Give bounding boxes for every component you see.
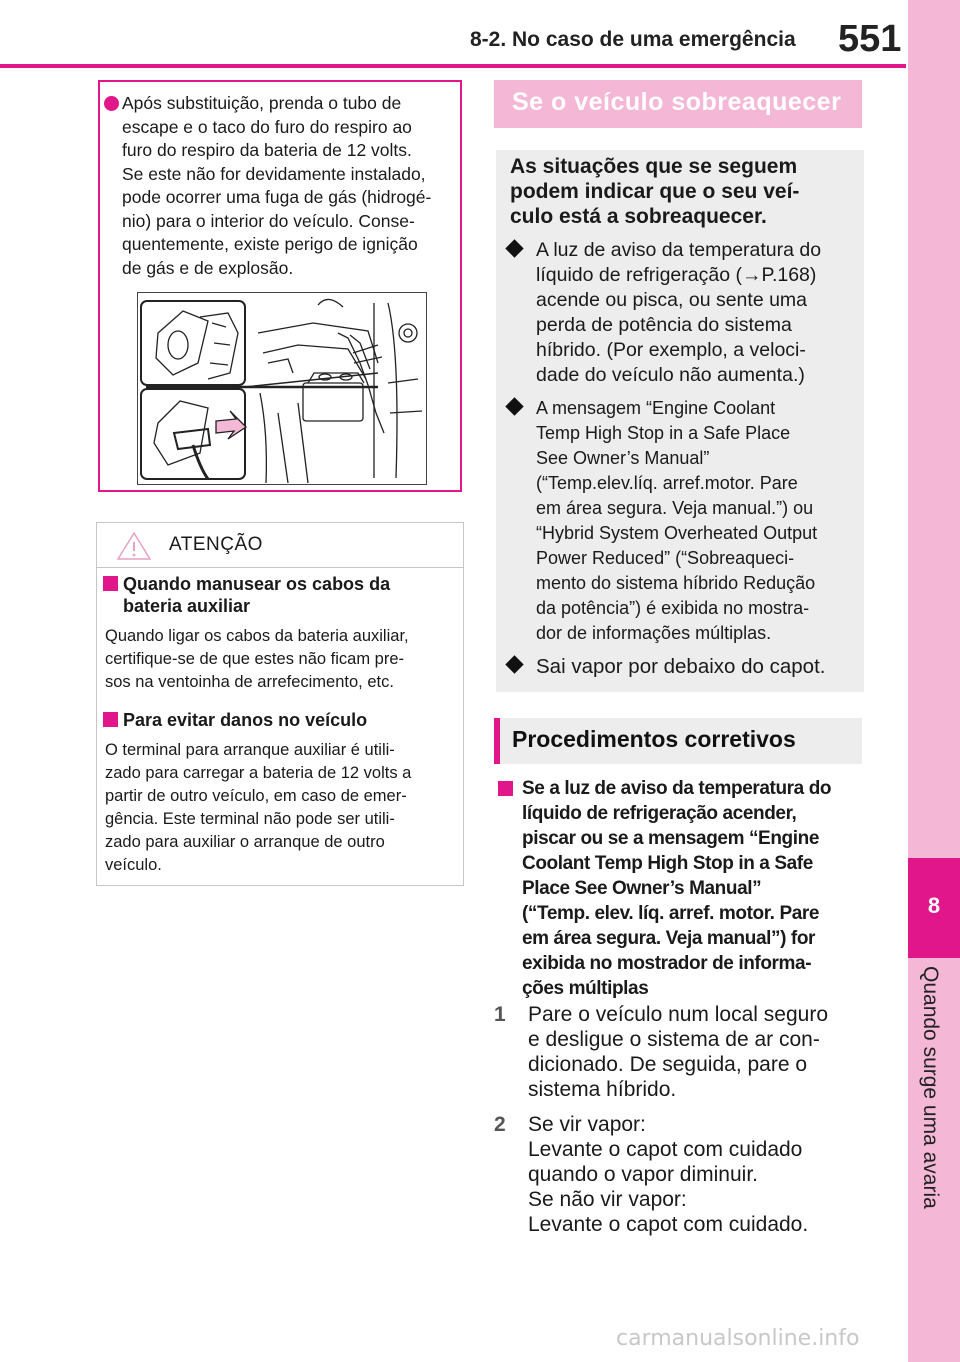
procedures-accent: [494, 718, 500, 764]
step-line: Pare o veículo num local seguro: [528, 1003, 828, 1026]
section-title-bar: [494, 80, 862, 128]
condition-line: Se a luz de aviso da temperatura do: [522, 778, 832, 799]
condition-heading: [522, 776, 862, 1001]
step-number: 1: [494, 1003, 506, 1026]
info-line: nio) para o interior do veículo. Conse-: [122, 210, 415, 231]
warning-text: [105, 739, 455, 877]
step-line: Se vir vapor:: [528, 1113, 646, 1136]
warning-triangle-icon: [115, 530, 153, 562]
warning-text-line: veículo.: [105, 856, 162, 874]
warning-subheading: [123, 573, 453, 617]
condition-line: Place See Owner’s Manual”: [522, 878, 762, 899]
symptom-line: acende ou pisca, ou sente uma: [536, 289, 808, 311]
battery-vent-illustration: [137, 292, 427, 485]
warning-subheading-line: Para evitar danos no veículo: [123, 710, 368, 730]
symptom-line: Sai vapor por debaixo do capot.: [536, 655, 826, 678]
condition-line: exibida no mostrador de informa-: [522, 953, 812, 974]
square-bullet-icon: [498, 781, 513, 796]
symptom-item: [536, 238, 856, 388]
warning-text-line: gência. Este terminal não pode ser utili-: [105, 810, 395, 828]
warning-subheading-line: bateria auxiliar: [123, 596, 251, 616]
condition-line: Coolant Temp High Stop in a Safe: [522, 853, 813, 874]
chapter-label: Quando surge uma avaria: [919, 966, 942, 1209]
symptom-line: mento do sistema híbrido Redução: [536, 573, 816, 593]
symptom-title: [510, 154, 850, 229]
warning-text-line: sos na ventoinha de arrefecimento, etc.: [105, 673, 394, 691]
warning-text-line: zado para auxiliar o arranque de outro: [105, 833, 385, 851]
symptom-line: em área segura. Veja manual.”) ou: [536, 498, 814, 518]
procedures-title: Procedimentos corretivos: [512, 726, 796, 752]
symptom-item: [536, 396, 856, 646]
bullet-dot-icon: [104, 96, 119, 111]
section-title: Se o veículo sobreaquecer: [512, 88, 842, 116]
step-line: sistema híbrido.: [528, 1078, 677, 1101]
warning-text-line: O terminal para arranque auxiliar é utili-: [105, 741, 395, 759]
info-line: de gás e de explosão.: [122, 257, 294, 278]
warning-text: [105, 625, 455, 694]
procedure-step: [494, 1002, 858, 1102]
condition-line: (“Temp. elev. líq. arref. motor. Pare: [522, 903, 820, 924]
symptom-line: Temp High Stop in a Safe Place: [536, 423, 791, 443]
step-line: Levante o capot com cuidado.: [528, 1213, 809, 1236]
info-line: pode ocorrer uma fuga de gás (hidrogé-: [122, 187, 432, 207]
symptom-line: da potência”) é exibida no mostra-: [536, 598, 810, 618]
warning-text-line: Quando ligar os cabos da bateria auxiliar,: [105, 627, 409, 645]
procedures-title-bar: [494, 718, 862, 764]
condition-line: piscar ou se a mensagem “Engine: [522, 828, 819, 849]
info-line: escape e o taco do furo do respiro ao: [122, 116, 412, 137]
step-line: Levante o capot com cuidado: [528, 1138, 803, 1161]
step-line: Se não vir vapor:: [528, 1188, 687, 1211]
symptom-line: dor de informações múltiplas.: [536, 623, 772, 643]
step-line: dicionado. De seguida, pare o: [528, 1053, 808, 1076]
square-bullet-icon: [103, 576, 118, 591]
symptom-line: (“Temp.elev.líq. arref.motor. Pare: [536, 473, 798, 493]
warning-text-line: zado para carregar a bateria de 12 volts a: [105, 764, 412, 782]
info-line: quentemente, existe perigo de ignição: [122, 234, 418, 254]
symptom-title-line: As situações que se seguem: [510, 155, 798, 178]
info-box: [98, 80, 462, 492]
warning-title: ATENÇÃO: [169, 534, 263, 555]
section-header-title: 8-2. No caso de uma emergência: [470, 28, 796, 51]
symptom-line: A mensagem “Engine Coolant: [536, 398, 776, 418]
battery-line-drawing: [138, 293, 427, 485]
condition-line: em área segura. Veja manual”) for: [522, 928, 816, 949]
info-line: Após substituição, prenda o tubo de: [122, 93, 402, 113]
warning-box: [96, 522, 464, 886]
condition-line: ções múltiplas: [522, 978, 649, 999]
warning-text-line: certifique-se de que estes não ficam pre-: [105, 650, 404, 668]
symptom-line: A luz de aviso da temperatura do: [536, 239, 822, 261]
symptom-title-line: podem indicar que o seu veí-: [510, 180, 800, 203]
step-line: e desligue o sistema de ar con-: [528, 1028, 820, 1051]
symptom-line: dade do veículo não aumenta.): [536, 364, 805, 386]
symptom-line: “Hybrid System Overheated Output: [536, 523, 818, 543]
warning-subheading-line: Quando manusear os cabos da: [123, 574, 391, 594]
symptom-item: [536, 654, 866, 679]
symptom-line: perda de potência do sistema: [536, 314, 792, 336]
symptom-title-line: culo está a sobreaquecer.: [510, 205, 767, 228]
step-line: quando o vapor diminuir.: [528, 1163, 758, 1186]
symptom-box: [496, 150, 864, 692]
warning-subheading: [123, 709, 453, 731]
condition-line: líquido de refrigeração acender,: [522, 803, 797, 824]
step-number: 2: [494, 1113, 506, 1136]
symptom-line: líquido de refrigeração (→P.168): [536, 264, 817, 286]
info-text: [122, 92, 452, 280]
symptom-line: See Owner’s Manual”: [536, 448, 710, 468]
chapter-number: 8: [927, 893, 941, 918]
header-rule: [0, 64, 906, 68]
page-number: 551: [838, 18, 902, 60]
info-line: Se este não for devidamente instalado,: [122, 163, 426, 184]
warning-header: [97, 523, 463, 568]
watermark: carmanualsonline.info: [616, 1326, 860, 1351]
info-line: furo do respiro da bateria de 12 volts.: [122, 140, 412, 160]
warning-text-line: partir de outro veículo, em caso de emer-: [105, 787, 407, 805]
procedure-step: [494, 1112, 858, 1237]
square-bullet-icon: [103, 712, 118, 727]
symptom-line: Power Reduced” (“Sobreaqueci-: [536, 548, 795, 568]
symptom-line: híbrido. (Por exemplo, a veloci-: [536, 339, 806, 361]
